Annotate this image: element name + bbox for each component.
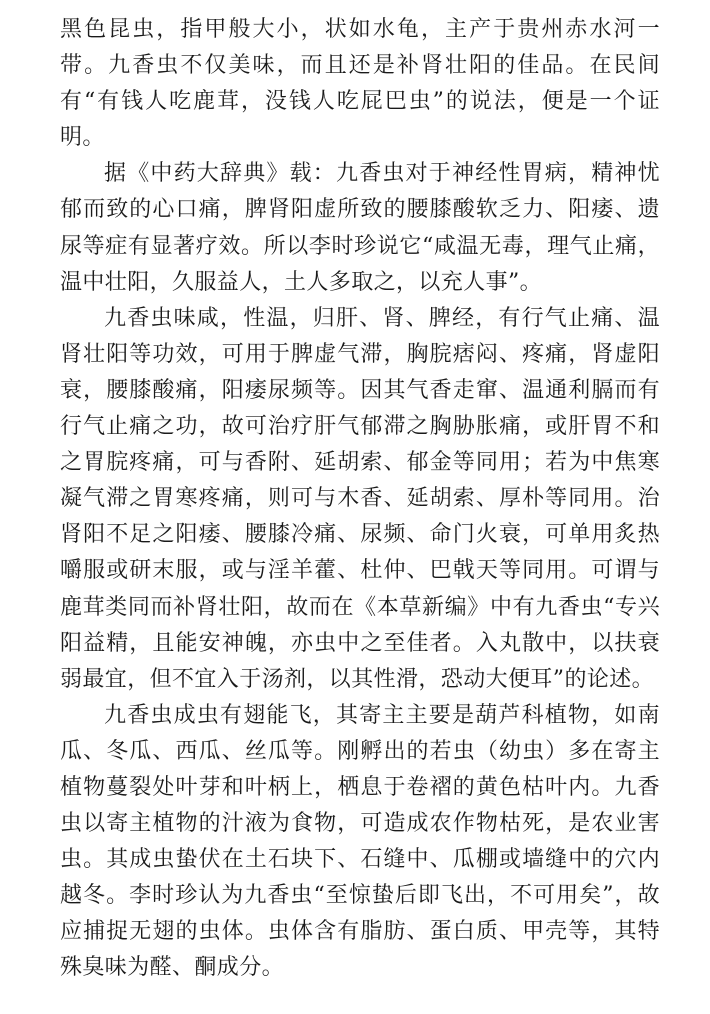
paragraph-3: 九香虫味咸，性温，归肝、肾、脾经，有行气止痛、温肾壮阳等功效，可用于脾虚气滞，胸脘痞闷、疼痛，肾虚阳衰，腰膝酸痛，阳痿尿频等。因其气香走窜、温通利膈而有行气止痛之功，故可治疗肝气郁滞之胸胁胀痛，或肝胃不和之胃脘疼痛，可与香附、延胡索、郁金等同用；若为中焦寒凝气滞之胃寒疼痛，则可与木香、延胡索、厚朴等同用。治肾阳不足之阳痿、腰膝冷痛、尿频、命门火衰，可单用炙热嚼服或研末服，或与淫羊藿、杜仲、巴戟天等同用。可谓与鹿茸类同而补肾壮阳，故而在《本草新编》中有九香虫“专兴阳益精，且能安神魄，亦虫中之至佳者。入丸散中，以扶衰弱最宜，但不宜入于汤剂，以其性滑，恐动大便耳”的论述。: [60, 305, 660, 692]
paragraph-1: 黑色昆虫，指甲般大小，状如水龟，主产于贵州赤水河一带。九香虫不仅美味，而且还是补肾壮阳的佳品。在民间有“有钱人吃鹿茸，没钱人吃屁巴虫”的说法，便是一个证明。: [60, 17, 660, 151]
document-page: [60, 12, 660, 987]
paragraph-2: 据《中药大辞典》载：九香虫对于神经性胃病，精神忧郁而致的心口痛，脾肾阳虚所致的腰膝酸软乏力、阳痿、遗尿等症有显著疗效。所以李时珍说它“咸温无毒，理气止痛，温中壮阳，久服益人，土人多取之，以充人事”。: [60, 161, 660, 295]
paragraph-4: 九香虫成虫有翅能飞，其寄主主要是葫芦科植物，如南瓜、冬瓜、西瓜、丝瓜等。刚孵出的若虫（幼虫）多在寄主植物蔓裂处叶芽和叶柄上，栖息于卷褶的黄色枯叶内。九香虫以寄主植物的汁液为食物，可造成农作物枯死，是农业害虫。其成虫蛰伏在土石块下、石缝中、瓜棚或墙缝中的穴内越冬。李时珍认为九香虫“至惊蛰后即飞出，不可用矣”，故应捕捉无翅的虫体。虫体含有脂肪、蛋白质、甲壳等，其特殊臭味为醛、酮成分。: [60, 702, 660, 981]
